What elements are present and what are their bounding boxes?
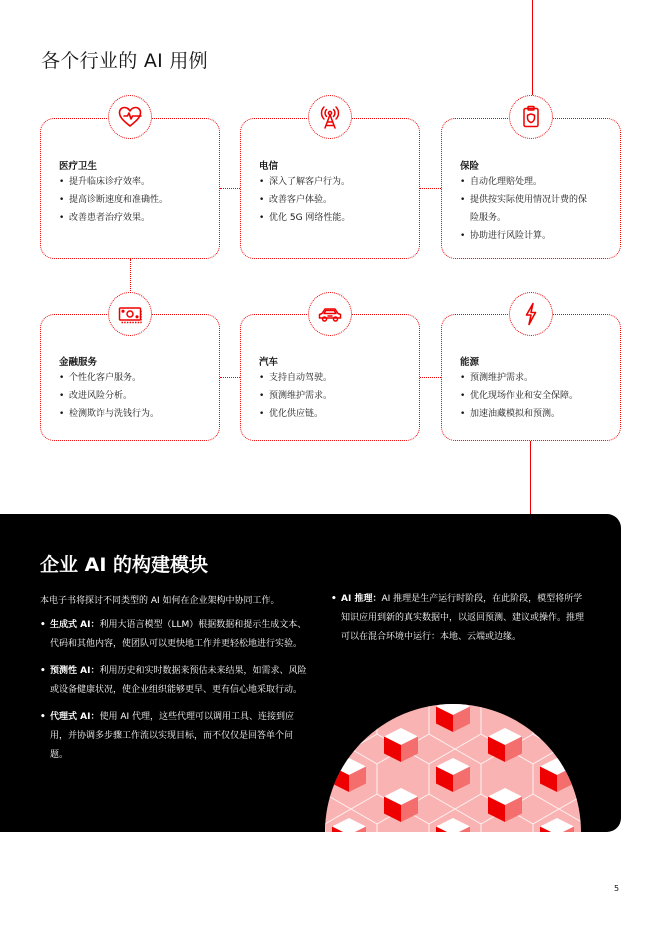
list-item: • 自动化理赔处理。	[460, 173, 612, 191]
banknote-icon	[108, 292, 152, 336]
list-item-generative-ai	[40, 616, 310, 654]
page-title: 各个行业的 AI 用例	[41, 50, 208, 72]
cube-illustration	[325, 689, 581, 832]
card-list	[59, 173, 211, 227]
list-item-agentic-ai	[40, 708, 310, 765]
card-title: 医疗卫生	[59, 161, 98, 172]
card-title: 汽车	[259, 357, 279, 368]
list-item: • 个性化客户服务。	[59, 369, 211, 387]
list-item: • 预测维护需求。	[460, 369, 612, 387]
card-list	[460, 173, 612, 245]
card-list	[460, 369, 612, 423]
description: 使用 AI 代理，这些代理可以调用工具、连接到应用，并协调多步骤工作流以实现目标，而不仅仅是回答单个问题。	[50, 712, 294, 760]
section-title: 企业 AI 的构建模块	[40, 554, 209, 576]
list-item: • 提高诊断速度和准确性。	[59, 191, 211, 209]
lightning-icon	[509, 292, 553, 336]
list-item: • 协助进行风险计算。	[460, 227, 612, 245]
card-title: 电信	[259, 161, 279, 172]
card-title: 能源	[460, 357, 480, 368]
term: 生成式 AI：	[50, 620, 100, 630]
list-item: • 优化 5G 网络性能。	[259, 209, 411, 227]
connector-row2-b	[420, 377, 441, 378]
list-item: 险服务。	[470, 213, 507, 223]
description: 利用历史和实时数据来预估未来结果，如需求、风险或设备健康状况，使企业组织能够更早、更有信心地采取行动。	[50, 666, 307, 695]
ai-types-list	[40, 616, 310, 773]
card-list	[259, 173, 411, 227]
top-accent-line	[532, 0, 533, 98]
ai-inference-list	[331, 590, 586, 647]
list-item: • 深入了解客户行为。	[259, 173, 411, 191]
card-list	[59, 369, 211, 423]
list-item: • 优化现场作业和安全保障。	[460, 387, 612, 405]
car-icon	[308, 292, 352, 336]
list-item: • 优化供应链。	[259, 405, 411, 423]
list-item-ai-inference	[331, 590, 586, 647]
list-item: • 改善客户体验。	[259, 191, 411, 209]
card-healthcare	[40, 118, 220, 259]
description: AI 推理是生产运行时阶段，在此阶段，模型将所学知识应用到新的真实数据中，以返回预测、建议或操作。推理可以在混合环境中运行：本地、云端或边缘。	[341, 594, 585, 642]
signal-tower-icon	[308, 95, 352, 139]
card-title: 金融服务	[59, 357, 98, 368]
card-telecom	[240, 118, 420, 259]
term: 代理式 AI：	[50, 712, 100, 722]
connector-row2-a	[220, 377, 240, 378]
term: 预测性 AI：	[50, 666, 100, 676]
list-item: • 改进风险分析。	[59, 387, 211, 405]
intro-text: 本电子书将探讨不同类型的 AI 如何在企业架构中协同工作。	[40, 596, 280, 606]
list-item: • 提升临床诊疗效率。	[59, 173, 211, 191]
card-insurance	[441, 118, 621, 259]
list-item: • 检测欺诈与洗钱行为。	[59, 405, 211, 423]
list-item: • 改善患者治疗效果。	[59, 209, 211, 227]
description: 利用大语言模型（LLM）根据数据和提示生成文本、代码和其他内容，使团队可以更快地工作并更轻松地进行实验。	[50, 620, 307, 649]
page-number: 5	[614, 884, 620, 893]
list-item: • 提供按实际使用情况计费的保	[460, 191, 612, 209]
connector-row1-b	[420, 188, 441, 189]
list-item: • 加速油藏模拟和预测。	[460, 405, 612, 423]
heart-pulse-icon	[108, 95, 152, 139]
card-list	[259, 369, 411, 423]
connector-row1-a	[220, 188, 240, 189]
list-item: • 预测维护需求。	[259, 387, 411, 405]
card-title: 保险	[460, 161, 480, 172]
bottom-accent-line	[530, 441, 531, 514]
list-item-predictive-ai	[40, 662, 310, 700]
list-item: • 支持自动驾驶。	[259, 369, 411, 387]
clipboard-shield-icon	[509, 95, 553, 139]
term: AI 推理：	[341, 594, 382, 604]
building-blocks-section	[0, 514, 621, 832]
